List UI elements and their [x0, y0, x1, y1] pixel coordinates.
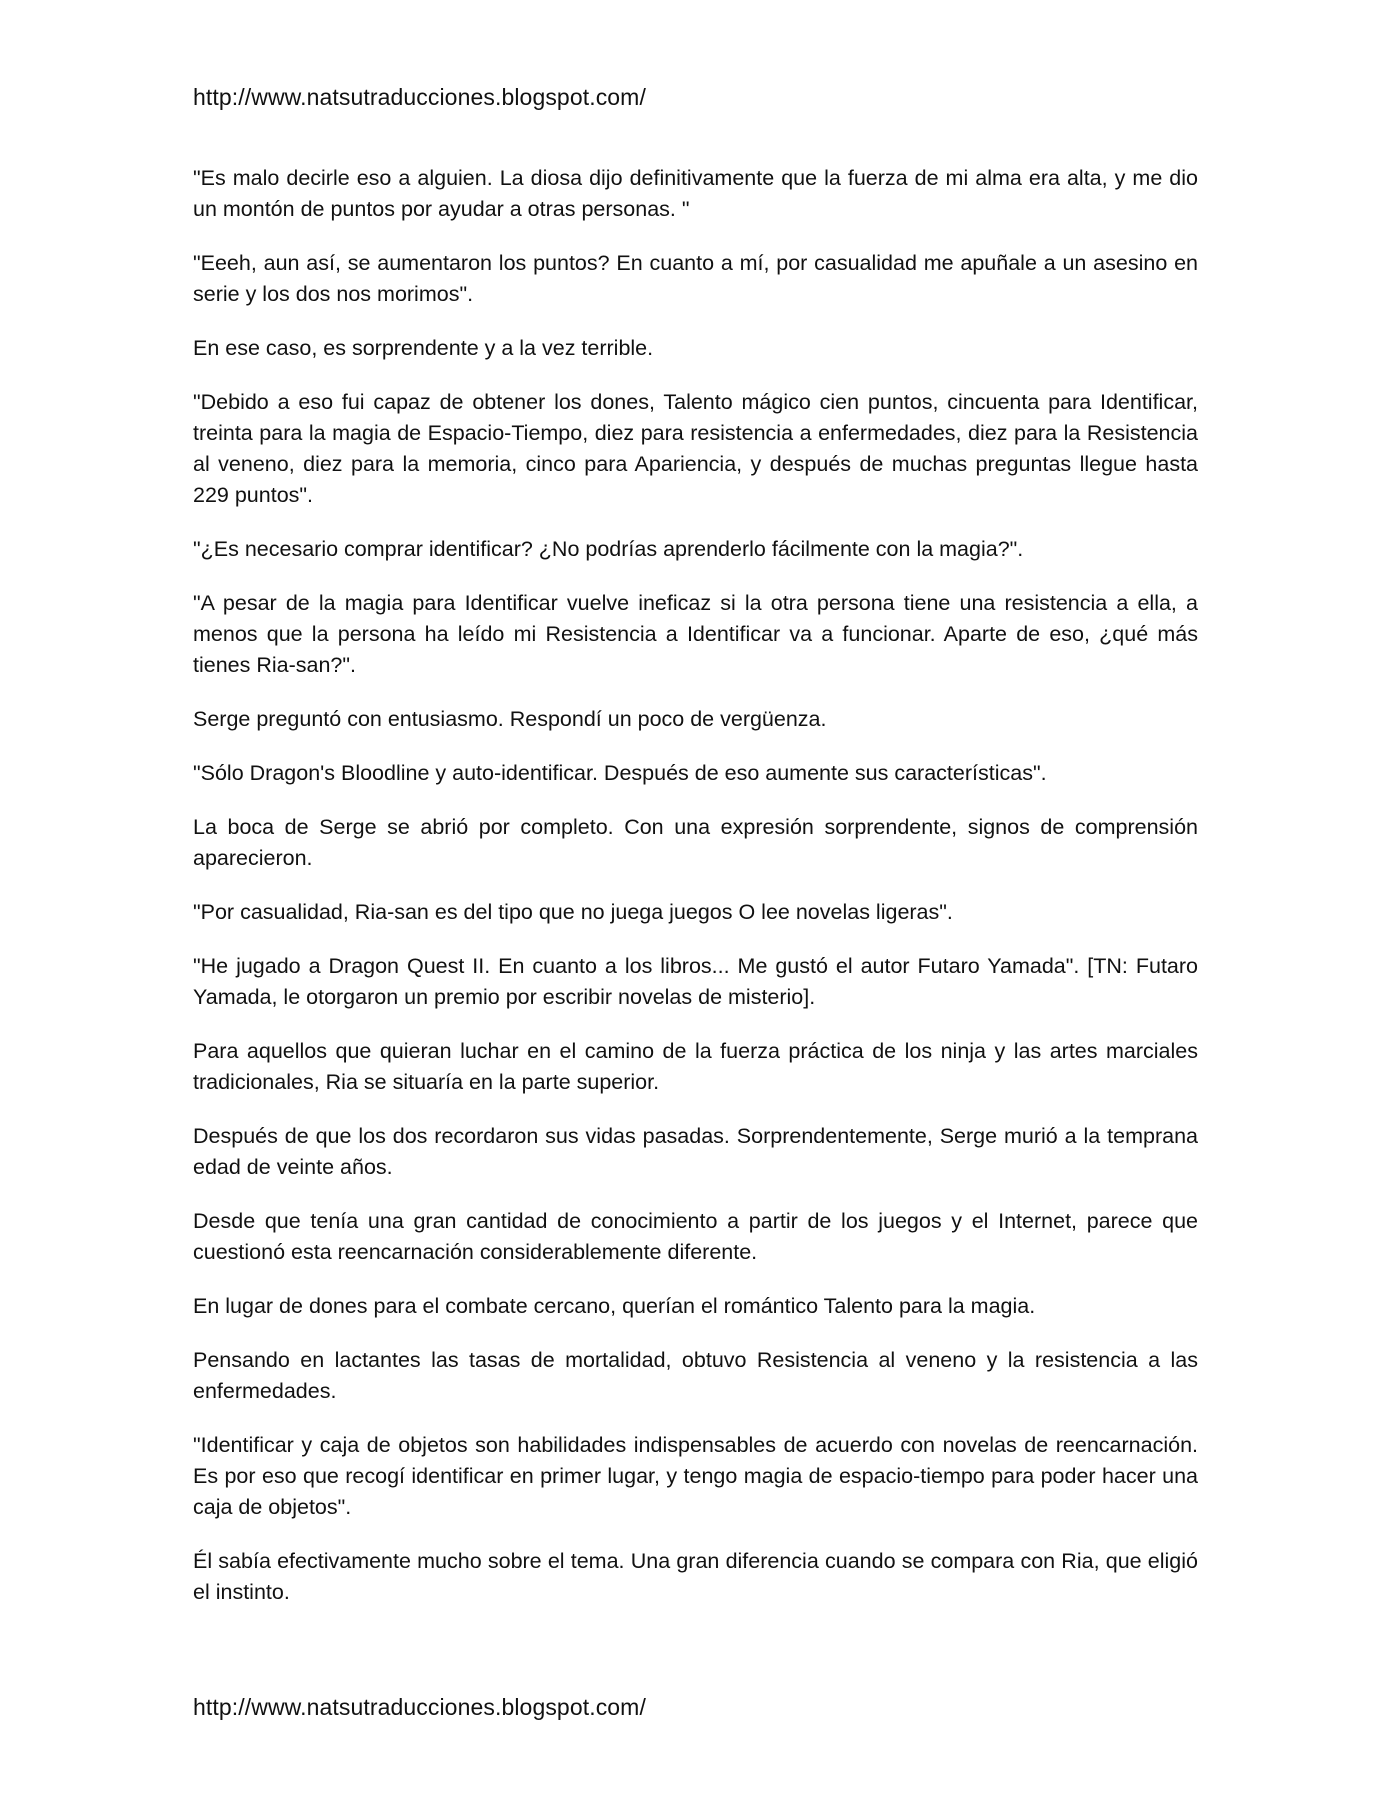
- paragraph-15: En lugar de dones para el combate cercano, querían el romántico Talento para la magia.: [193, 1294, 1036, 1318]
- paragraph-1: "Es malo decirle eso a alguien. La diosa dijo definitivamente que la fuerza de mi alma era alta, y me dio un montón de puntos por ayudar a otras personas. ": [193, 166, 1198, 221]
- paragraph-12: Para aquellos que quieran luchar en el camino de la fuerza práctica de los ninja y las artes marciales tradicionales, Ria se situaría en la parte superior.: [193, 1039, 1198, 1094]
- paragraph-7: Serge preguntó con entusiasmo. Respondí un poco de vergüenza.: [193, 707, 827, 731]
- footer-url[interactable]: http://www.natsutraducciones.blogspot.com/: [193, 1694, 646, 1720]
- paragraph-3: En ese caso, es sorprendente y a la vez terrible.: [193, 336, 654, 360]
- paragraph-11: "He jugado a Dragon Quest II. En cuanto a los libros... Me gustó el autor Futaro Yamada". [TN: Futaro Yamada, le otorgaron un premio por escribir novelas de misterio].: [193, 954, 1198, 1009]
- paragraph-13: Después de que los dos recordaron sus vidas pasadas. Sorprendentemente, Serge murió a la temprana edad de veinte años.: [193, 1124, 1198, 1179]
- paragraph-18: Él sabía efectivamente mucho sobre el tema. Una gran diferencia cuando se compara con Ria, que eligió el instinto.: [193, 1549, 1198, 1604]
- paragraph-8: "Sólo Dragon's Bloodline y auto-identificar. Después de eso aumente sus características".: [193, 761, 1047, 785]
- paragraph-10: "Por casualidad, Ria-san es del tipo que no juega juegos O lee novelas ligeras".: [193, 900, 953, 924]
- document-body: [193, 163, 1198, 1631]
- header-url[interactable]: http://www.natsutraducciones.blogspot.com/: [193, 84, 646, 110]
- paragraph-2: "Eeeh, aun así, se aumentaron los puntos? En cuanto a mí, por casualidad me apuñale a un asesino en serie y los dos nos morimos".: [193, 251, 1198, 306]
- paragraph-14: Desde que tenía una gran cantidad de conocimiento a partir de los juegos y el Internet, parece que cuestionó esta reencarnación considerablemente diferente.: [193, 1209, 1198, 1264]
- paragraph-9: La boca de Serge se abrió por completo. Con una expresión sorprendente, signos de comprensión aparecieron.: [193, 815, 1198, 870]
- paragraph-5: "¿Es necesario comprar identificar? ¿No podrías aprenderlo fácilmente con la magia?".: [193, 537, 1024, 561]
- paragraph-6: "A pesar de la magia para Identificar vuelve ineficaz si la otra persona tiene una resistencia a ella, a menos que la persona ha leído mi Resistencia a Identificar va a funcionar. Aparte de eso, ¿qué más tienes Ria-san?".: [193, 591, 1198, 677]
- paragraph-4: "Debido a eso fui capaz de obtener los dones, Talento mágico cien puntos, cincuenta para Identificar, treinta para la magia de Espacio-Tiempo, diez para resistencia a enfermedades, diez para la Resistencia al veneno, diez para la memoria, cinco para Apariencia, y después de muchas preguntas llegue hasta 229 puntos".: [193, 390, 1198, 507]
- paragraph-17: "Identificar y caja de objetos son habilidades indispensables de acuerdo con novelas de reencarnación. Es por eso que recogí identificar en primer lugar, y tengo magia de espacio-tiempo para poder hacer una caja de objetos".: [193, 1433, 1198, 1519]
- paragraph-16: Pensando en lactantes las tasas de mortalidad, obtuvo Resistencia al veneno y la resistencia a las enfermedades.: [193, 1348, 1198, 1403]
